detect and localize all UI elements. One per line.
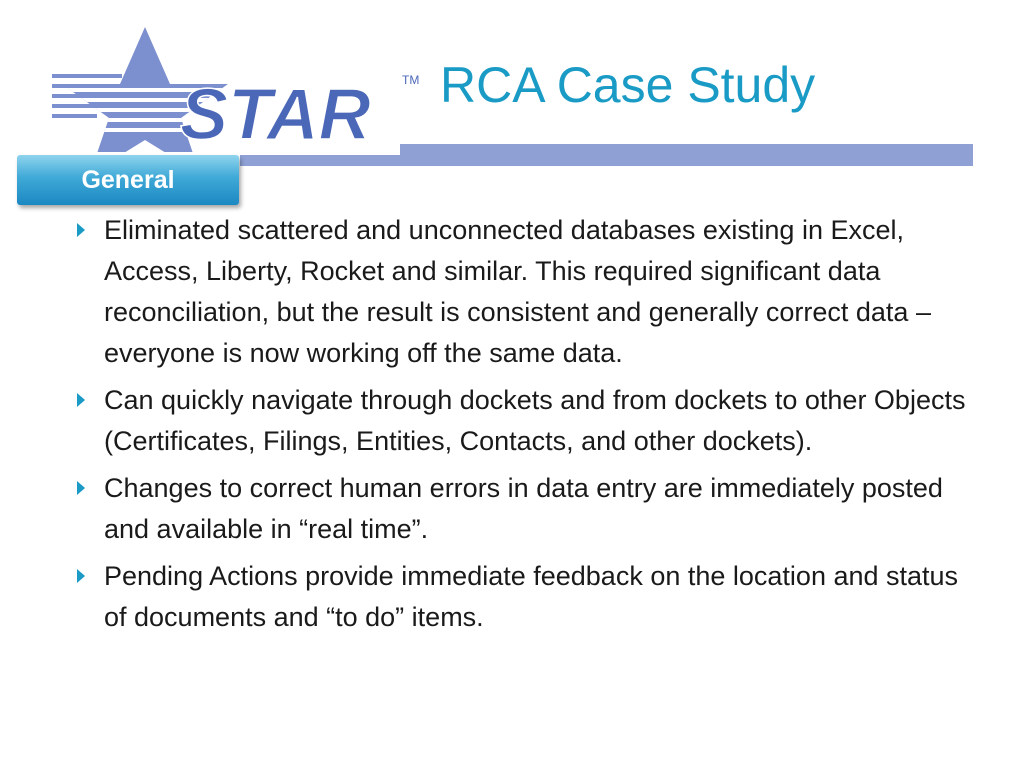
- triangle-bullet-icon: [77, 569, 85, 583]
- logo-text: STAR: [180, 75, 371, 152]
- slide-title: RCA Case Study: [440, 57, 816, 113]
- star-logo: [50, 22, 430, 152]
- bullet-text: Changes to correct human errors in data entry are immediately posted and available in “real time”.: [104, 473, 943, 544]
- triangle-bullet-icon: [77, 481, 85, 495]
- bullet-item: [72, 556, 972, 638]
- header-rule: [400, 144, 973, 166]
- bullet-item: [72, 468, 972, 550]
- bullet-text: Can quickly navigate through dockets and from dockets to other Objects (Certificates, Filings, Entities, Contacts, and other dockets).: [104, 385, 966, 456]
- triangle-bullet-icon: [77, 223, 85, 237]
- trademark-mark: TM: [402, 73, 420, 87]
- bullet-item: [72, 210, 972, 374]
- bullet-text: Pending Actions provide immediate feedback on the location and status of documents and “to do” items.: [104, 561, 959, 632]
- section-tag: [17, 155, 239, 205]
- bullet-text: Eliminated scattered and unconnected databases existing in Excel, Access, Liberty, Rocket and similar. This required significant data reconciliation, but the result is consistent and generally correct data – everyone is now working off the same data.: [104, 215, 931, 368]
- bullet-list: [72, 210, 972, 644]
- bullet-item: [72, 380, 972, 462]
- triangle-bullet-icon: [77, 393, 85, 407]
- section-tag-label: General: [81, 165, 175, 194]
- header-rule-left: [240, 155, 410, 166]
